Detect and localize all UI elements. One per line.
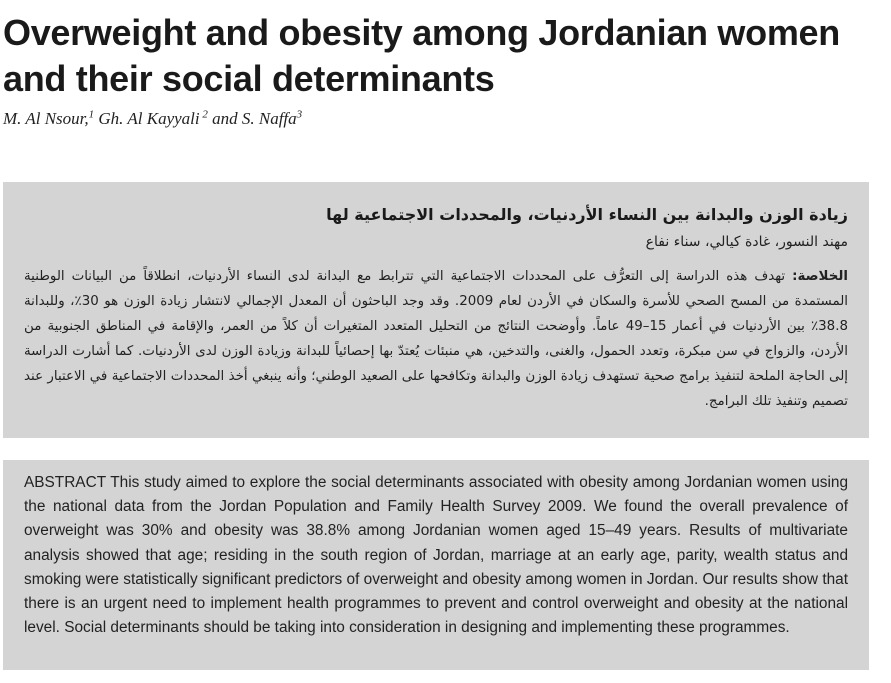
english-abstract-body: This study aimed to explore the social determinants associated with obesity among Jordanian women using the national data from the Jordan Population and Family Health Survey 2009. We found the overall prevalence of overweight was 30% and obesity was 38.8% among Jordanian women aged 15–49 years. Results of multivariate analysis showed that age; residing in the south region of Jordan, marriage at an early age, parity, wealth status and smoking were statistically significant predictors of overweight and obesity among women in Jordan. Our results show that there is an urgent need to implement health programmes to prevent and control overweight and obesity at the national level. Social determinants should be taking into consideration in designing and implementing these programmes. [24,474,848,637]
arabic-abstract-box [3,182,869,438]
arabic-abstract-title: زيادة الوزن والبدانة بين النساء الأردنيات، والمحددات الاجتماعية لها [326,205,848,224]
author-separator: and [207,109,242,128]
author-list [3,108,302,130]
author-affiliation: 3 [296,108,303,121]
arabic-author-list: مهند النسور، غادة كيالي، سناء نفاع [645,234,848,250]
arabic-abstract-body: تهدف هذه الدراسة إلى التعرُّف على المحددات الاجتماعية التي تترابط مع البدانة لدى النساء الأردنيات، انطلاقاً من البيانات الوطنية المستمدة من المسح الصحي للأسرة والسكان في الأردن لعام 2009. وقد وجد الباحثون أن المعدل الإجمالي لانتشار زيادة الوزن هو 30٪، وللبدانة 38.8٪ بين الأردنيات في أعمار 15–49 عاماً. وأوضحت النتائج من التحليل المتعدد المتغيرات أن كلاً من العمر، والإقامة في المناطق الجنوبية من الأردن، والزواج في سن مبكرة، وتعدد الحمول، والغنى، والتدخين، هي منبئات يُعتدّ بها إحصائياً للبدانة وزيادة الوزن لدى الأردنيات. كما أشارت الدراسة إلى الحاجة الملحة لتنفيذ برامج صحية تستهدف زيادة الوزن والبدانة وتكافحها على الصعيد الوطني؛ وأنه ينبغي أخذ المحددات الاجتماعية في الاعتبار عند تصميم وتنفيذ تلك البرامج. [24,269,848,409]
english-abstract-label: ABSTRACT [24,474,106,491]
arabic-abstract-text [24,264,848,414]
arabic-abstract-label: الخلاصة: [792,269,848,284]
author-affiliation: 2 [199,108,208,121]
author-name: S. Naffa [241,109,297,128]
english-abstract-text [24,471,848,640]
author-name: M. Al Nsour, [3,109,89,128]
author-affiliation: 1 [88,108,95,121]
author-name: Gh. Al Kayyali [98,109,200,128]
article-title: Overweight and obesity among Jordanian women and their social determinants [3,12,840,99]
english-abstract-box [3,460,869,670]
